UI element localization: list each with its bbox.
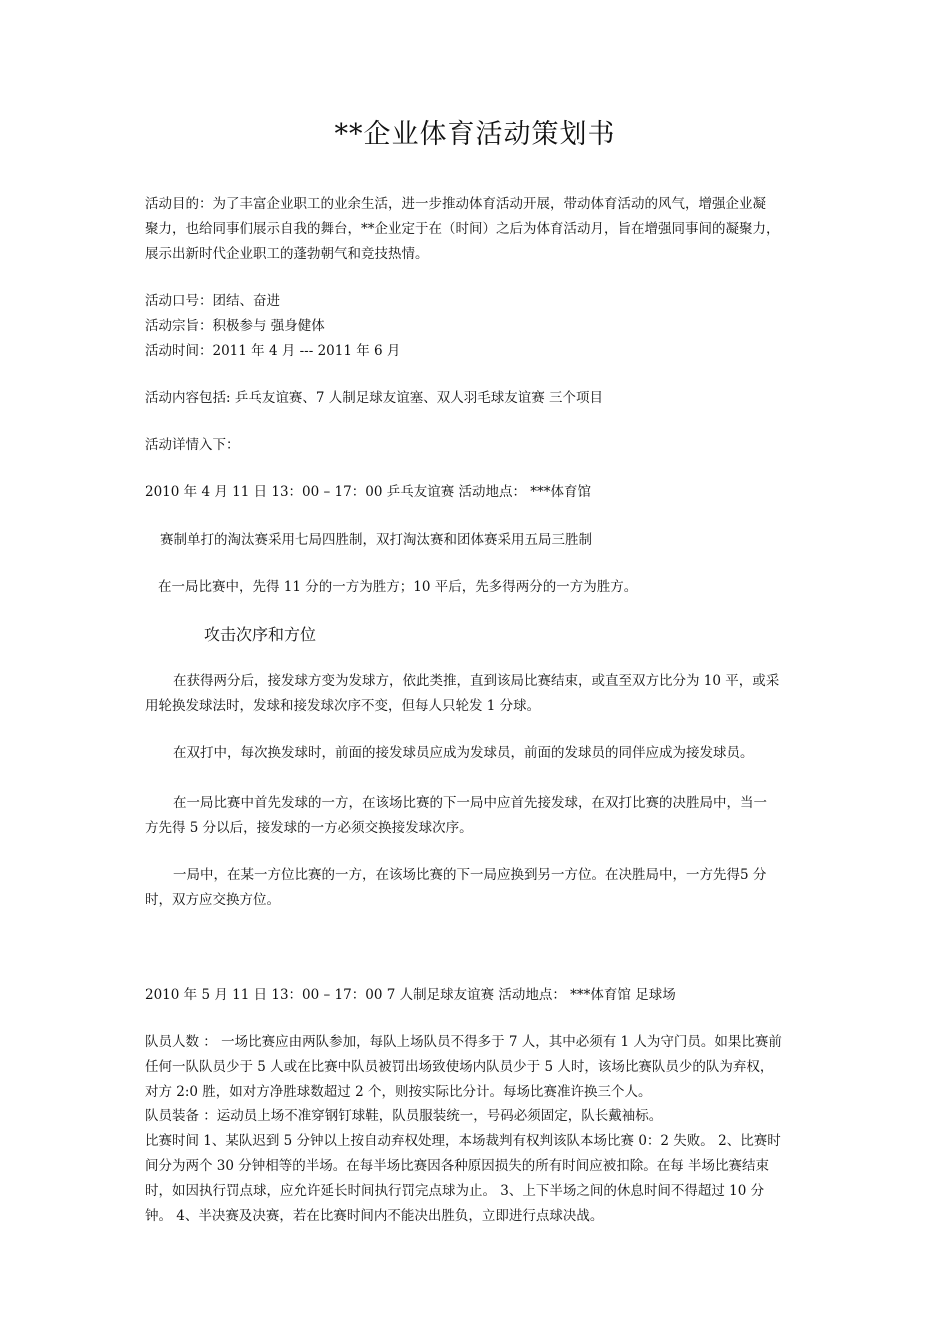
football-time-line-1: 比赛时间 1、某队迟到 5 分钟以上按自动弃权处理，本场裁判有权判该队本场比赛 0：2 失败。 2、比赛时	[145, 1133, 781, 1149]
football-players-line-2: 任何一队队员少于 5 人或在比赛中队员被罚出场致使场内队员少于 5 人时，该场比赛队员少的队为弃权，	[145, 1059, 774, 1075]
pingpong-rule-1: 赛制单打的淘汰赛采用七局四胜制，双打淘汰赛和团体赛采用五局三胜制	[160, 532, 592, 548]
pingpong-para-1-line-2: 用轮换发球法时，发球和接发球次序不变，但每人只轮发 1 分球。	[145, 698, 541, 714]
pingpong-para-4-line-1: 一局中，在某一方位比赛的一方，在该场比赛的下一局应换到另一方位。在决胜局中，一方先得5 分	[173, 867, 767, 883]
pingpong-para-3-line-2: 方先得 5 分以后，接发球的一方必须交换接发球次序。	[145, 820, 473, 836]
football-time-line-4: 钟。 4、半决赛及决赛，若在比赛时间内不能决出胜负，立即进行点球决战。	[145, 1208, 604, 1224]
activity-content: 活动内容包括: 乒乓友谊赛、7 人制足球友谊塞、双人羽毛球友谊赛 三个项目	[145, 390, 604, 406]
details-intro: 活动详情入下：	[145, 437, 240, 453]
football-players-line-3: 对方 2:0 胜，如对方净胜球数超过 2 个，则按实际比分计。每场比赛准许换三个人。	[145, 1084, 652, 1100]
activity-tenet: 活动宗旨：积极参与 强身健体	[145, 318, 325, 334]
pingpong-header: 2010 年 4 月 11 日 13：00 – 17：00 乒乓友谊赛 活动地点： ***体育馆	[145, 484, 592, 500]
football-header: 2010 年 5 月 11 日 13：00 – 17：00 7 人制足球友谊赛 活动地点： ***体育馆 足球场	[145, 987, 676, 1003]
document-title: **企业体育活动策划书	[334, 119, 616, 150]
football-time-line-2: 间分为两个 30 分钟相等的半场。在每半场比赛因各种原因损失的所有时间应被扣除。在每 半场比赛结束	[145, 1158, 770, 1174]
activity-period: 活动时间：2011 年 4 月 --- 2011 年 6 月	[145, 343, 401, 359]
activity-slogan: 活动口号：团结、奋进	[145, 293, 280, 309]
purpose-line-2: 聚力，也给同事们展示自我的舞台，**企业定于在（时间）之后为体育活动月，旨在增强同事间的凝聚力，	[145, 221, 780, 237]
purpose-line-3: 展示出新时代企业职工的蓬勃朝气和竞技热情。	[145, 246, 429, 262]
pingpong-para-4-line-2: 时，双方应交换方位。	[145, 892, 280, 908]
football-time-line-3: 时，如因执行罚点球，应允许延长时间执行罚完点球为止。 3、上下半场之间的休息时间不得超过 10 分	[145, 1183, 765, 1199]
pingpong-rule-2: 在一局比赛中，先得 11 分的一方为胜方；10 平后，先多得两分的一方为胜方。	[158, 579, 638, 595]
purpose-line-1: 活动目的：为了丰富企业职工的业余生活，进一步推动体育活动开展，带动体育活动的风气，增强企业凝	[145, 196, 766, 212]
pingpong-para-3-line-1: 在一局比赛中首先发球的一方，在该场比赛的下一局中应首先接发球，在双打比赛的决胜局中，当一	[173, 795, 767, 811]
pingpong-para-1-line-1: 在获得两分后，接发球方变为发球方，依此类推，直到该局比赛结束，或直至双方比分为 10 平，或采	[173, 673, 780, 689]
pingpong-subhead: 攻击次序和方位	[204, 625, 317, 644]
football-equipment: 队员装备 ：运动员上场不准穿钢钉球鞋，队员服装统一，号码必须固定，队长戴袖标。	[145, 1108, 663, 1124]
football-players-line-1: 队员人数 ： 一场比赛应由两队参加，每队上场队员不得多于 7 人，其中必须有 1 人为守门员。如果比赛前	[145, 1034, 782, 1050]
pingpong-para-2: 在双打中，每次换发球时，前面的接发球员应成为发球员，前面的发球员的同伴应成为接发球员。	[173, 745, 754, 761]
